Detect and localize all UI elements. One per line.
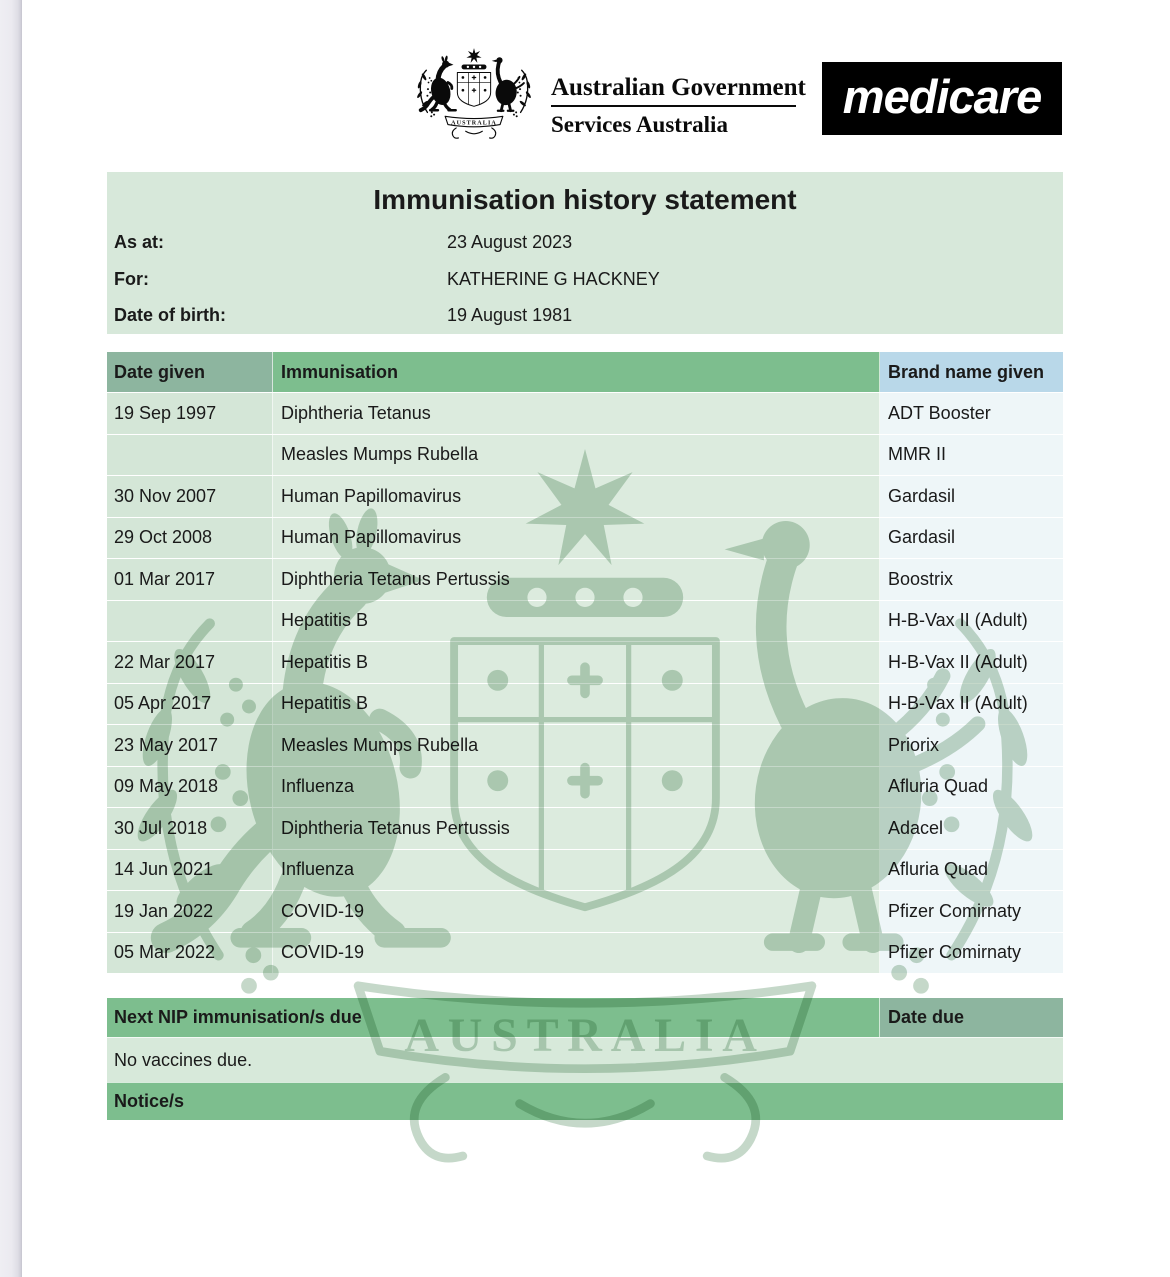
date-given-cell: 05 Apr 2017: [107, 684, 273, 725]
as-at-value: 23 August 2023: [447, 232, 573, 252]
date-given-cell: [107, 435, 273, 476]
table-row: [107, 558, 1063, 600]
brand-cell: H-B-Vax II (Adult): [880, 642, 1063, 683]
immunisation-cell: Measles Mumps Rubella: [273, 725, 880, 766]
agency-name: Services Australia: [551, 112, 728, 137]
for-field: [114, 269, 1054, 291]
next-due-header: Next NIP immunisation/s due: [107, 998, 880, 1037]
immunisation-history-table: [107, 352, 1063, 973]
table-row: [107, 475, 1063, 517]
immunisation-cell: Hepatitis B: [273, 642, 880, 683]
immunisation-cell: Influenza: [273, 850, 880, 891]
australian-coat-of-arms-logo: [413, 44, 535, 142]
date-given-cell: 30 Jul 2018: [107, 808, 273, 849]
date-given-cell: 29 Oct 2008: [107, 518, 273, 559]
as-at-label: As at:: [114, 232, 165, 252]
column-header-date-given: Date given: [107, 352, 273, 392]
dob-field: [114, 305, 1054, 327]
table-row: [107, 890, 1063, 932]
dob-value: 19 August 1981: [447, 305, 573, 325]
date-given-cell: 30 Nov 2007: [107, 476, 273, 517]
next-due-header-row: [107, 998, 1063, 1037]
statement-summary-panel: [107, 172, 1063, 334]
government-title: Australian Government: [551, 74, 806, 101]
table-row: [107, 932, 1063, 974]
medicare-logo-text: medicare: [842, 70, 1042, 123]
immunisation-cell: Diphtheria Tetanus: [273, 393, 880, 434]
table-row: [107, 849, 1063, 891]
page-title: Immunisation history statement: [373, 184, 797, 215]
table-row: [107, 600, 1063, 642]
date-given-cell: 09 May 2018: [107, 767, 273, 808]
immunisation-cell: Human Papillomavirus: [273, 518, 880, 559]
date-given-cell: 01 Mar 2017: [107, 559, 273, 600]
date-given-cell: 22 Mar 2017: [107, 642, 273, 683]
brand-cell: Gardasil: [880, 476, 1063, 517]
immunisation-cell: Diphtheria Tetanus Pertussis: [273, 559, 880, 600]
brand-cell: H-B-Vax II (Adult): [880, 601, 1063, 642]
for-label: For:: [114, 269, 149, 289]
date-given-cell: 23 May 2017: [107, 725, 273, 766]
brand-cell: Adacel: [880, 808, 1063, 849]
date-given-cell: 14 Jun 2021: [107, 850, 273, 891]
brand-cell: H-B-Vax II (Adult): [880, 684, 1063, 725]
table-row: [107, 641, 1063, 683]
table-row: [107, 517, 1063, 559]
brand-cell: MMR II: [880, 435, 1063, 476]
column-header-immunisation: Immunisation: [273, 352, 880, 392]
page-edge-strip: [0, 0, 22, 1277]
brand-cell: Pfizer Comirnaty: [880, 933, 1063, 974]
government-branding: [551, 74, 851, 138]
brand-cell: Priorix: [880, 725, 1063, 766]
brand-cell: Gardasil: [880, 518, 1063, 559]
immunisation-cell: Hepatitis B: [273, 684, 880, 725]
immunisation-cell: Influenza: [273, 767, 880, 808]
brand-cell: Afluria Quad: [880, 767, 1063, 808]
brand-cell: Boostrix: [880, 559, 1063, 600]
branding-divider-line: [551, 105, 796, 107]
immunisation-cell: Diphtheria Tetanus Pertussis: [273, 808, 880, 849]
table-row: [107, 683, 1063, 725]
next-due-status-row: [107, 1037, 1063, 1082]
brand-cell: ADT Booster: [880, 393, 1063, 434]
table-row: [107, 724, 1063, 766]
date-given-cell: 05 Mar 2022: [107, 933, 273, 974]
date-due-header: Date due: [880, 998, 1063, 1037]
document-page: [22, 0, 1170, 1277]
column-header-brand: Brand name given: [880, 352, 1063, 392]
as-at-field: [114, 232, 1054, 254]
brand-cell: Afluria Quad: [880, 850, 1063, 891]
dob-label: Date of birth:: [114, 305, 226, 325]
date-given-cell: 19 Sep 1997: [107, 393, 273, 434]
table-header-row: [107, 352, 1063, 392]
date-given-cell: [107, 601, 273, 642]
immunisation-cell: COVID-19: [273, 933, 880, 974]
immunisation-cell: COVID-19: [273, 891, 880, 932]
medicare-logo: [822, 62, 1062, 135]
date-given-cell: 19 Jan 2022: [107, 891, 273, 932]
notices-header-row: [107, 1082, 1063, 1120]
notices-label: Notice/s: [114, 1091, 185, 1111]
immunisation-cell: Human Papillomavirus: [273, 476, 880, 517]
table-row: [107, 766, 1063, 808]
immunisation-cell: Measles Mumps Rubella: [273, 435, 880, 476]
table-row: [107, 434, 1063, 476]
table-row: [107, 392, 1063, 434]
table-row: [107, 807, 1063, 849]
immunisation-cell: Hepatitis B: [273, 601, 880, 642]
for-value: KATHERINE G HACKNEY: [447, 269, 660, 289]
next-due-status-text: No vaccines due.: [114, 1049, 253, 1070]
brand-cell: Pfizer Comirnaty: [880, 891, 1063, 932]
